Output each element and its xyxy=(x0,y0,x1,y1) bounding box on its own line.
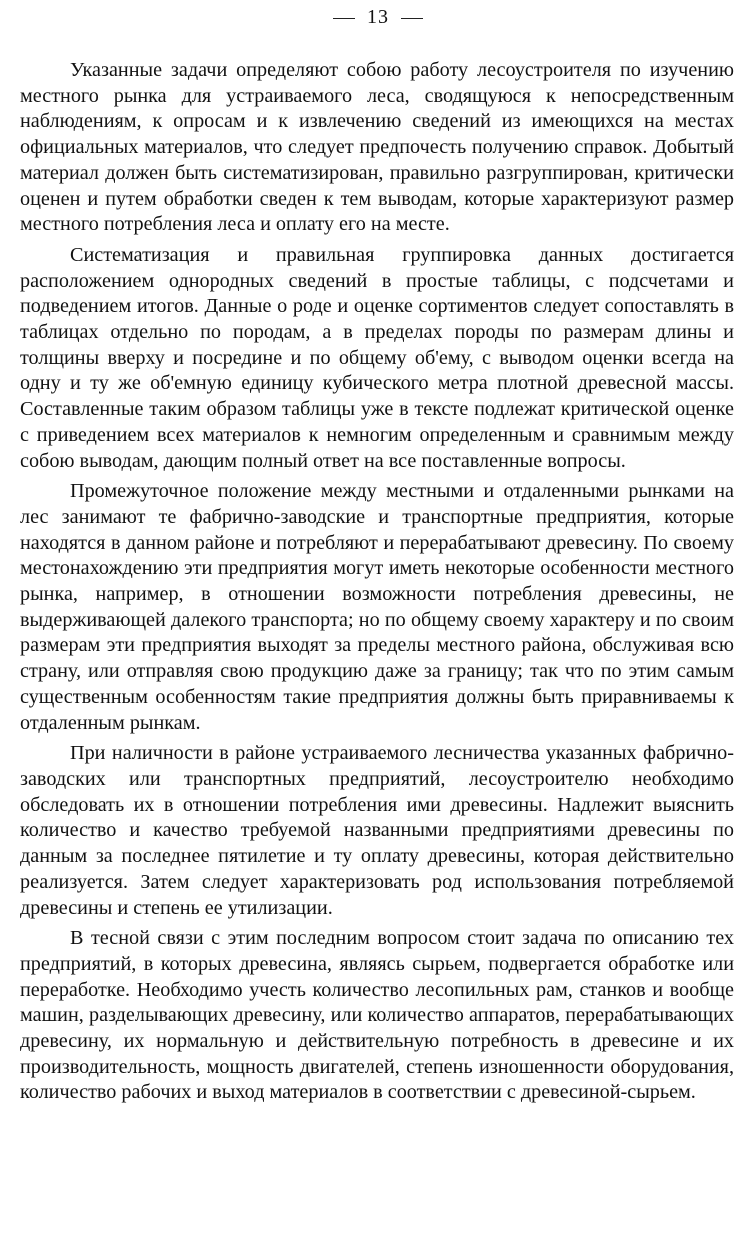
paragraph: Указанные задачи определяют собою работу лесоустроителя по изучению местного рынка для устраиваемого леса, сводящуюся к непосредственным наблюдениям, к опросам и к извлечению сведений из имеющихся на местах официальных материалов, что следует предпочесть получению справок. Добытый материал должен быть систематизирован, правильно разгруппирован, критически оценен и путем обработки сведен к тем выводам, которые характеризуют размер местного потребления леса и оплату его на месте. xyxy=(20,59,734,236)
paragraph: При наличности в районе устраиваемого лесничества указанных фабрично-заводских или транспортных предприятий, лесоустроителю необходимо обследовать их в отношении потребления ими древесины. Надлежит выяснить количество и качество требуемой названными предприятиями древесины по данным за последнее пятилетие и ту оплату древесины, которая действительно реализуется. Затем следует характеризовать род использования потребляемой древесины и степень ее утилизации. xyxy=(20,742,734,919)
paragraph: Систематизация и правильная группировка данных достигается расположением однородных сведений в простые таблицы, с подсчетами и подведением итогов. Данные о роде и оценке сортиментов следует сопоставлять в таблицах отдельно по породам, а в пределах породы по размерам длины и толщины вверху и посредине и по общему об'ему, с выводом оценки всегда на одну и ту же об'емную единицу кубического метра плотной древесной массы. Составленные таким образом таблицы уже в тексте подлежат критической оценке с приведением всех материалов к немногим определенным и сравнимым между собою выводам, дающим полный ответ на все поставленные вопросы. xyxy=(20,243,734,472)
paragraph: В тесной связи с этим последним вопросом стоит задача по описанию тех предприятий, в которых древесина, являясь сырьем, подвергается обработке или переработке. Необходимо учесть количество лесопильных рам, станков и вообще машин, разделывающих древесину, или количество аппаратов, перерабатывающих древесину, их нормальную и действительную потребность в древесине и их производительность, мощность двигателей, степень изношенности оборудования, количество рабочих и выход материалов в соответствии с древесиной-сырьем. xyxy=(20,927,734,1104)
header-dash-right xyxy=(401,18,423,19)
paragraph: Промежуточное положение между местными и отдаленными рынками на лес занимают те фабрично-заводские и транспортные предприятия, которые находятся в данном районе и потребляют и перерабатывают древесину. По своему местонахождению эти предприятия могут иметь некоторые особенности местного рынка, например, в отношении возможности потребления древесины, не выдерживающей далекого транспорта; но по общему своему характеру и по своим размерам эти предприятия выходят за пределы местного района, обслуживая всю страну, или отправляя свою продукцию даже за границу; так что по этим самым существенным особенностям такие предприятия должны быть приравниваемы к отдаленным рынкам. xyxy=(20,480,734,734)
page-number: 13 xyxy=(367,6,389,28)
text-body xyxy=(20,58,734,1111)
header-dash-left xyxy=(333,18,355,19)
page-header xyxy=(0,6,756,29)
